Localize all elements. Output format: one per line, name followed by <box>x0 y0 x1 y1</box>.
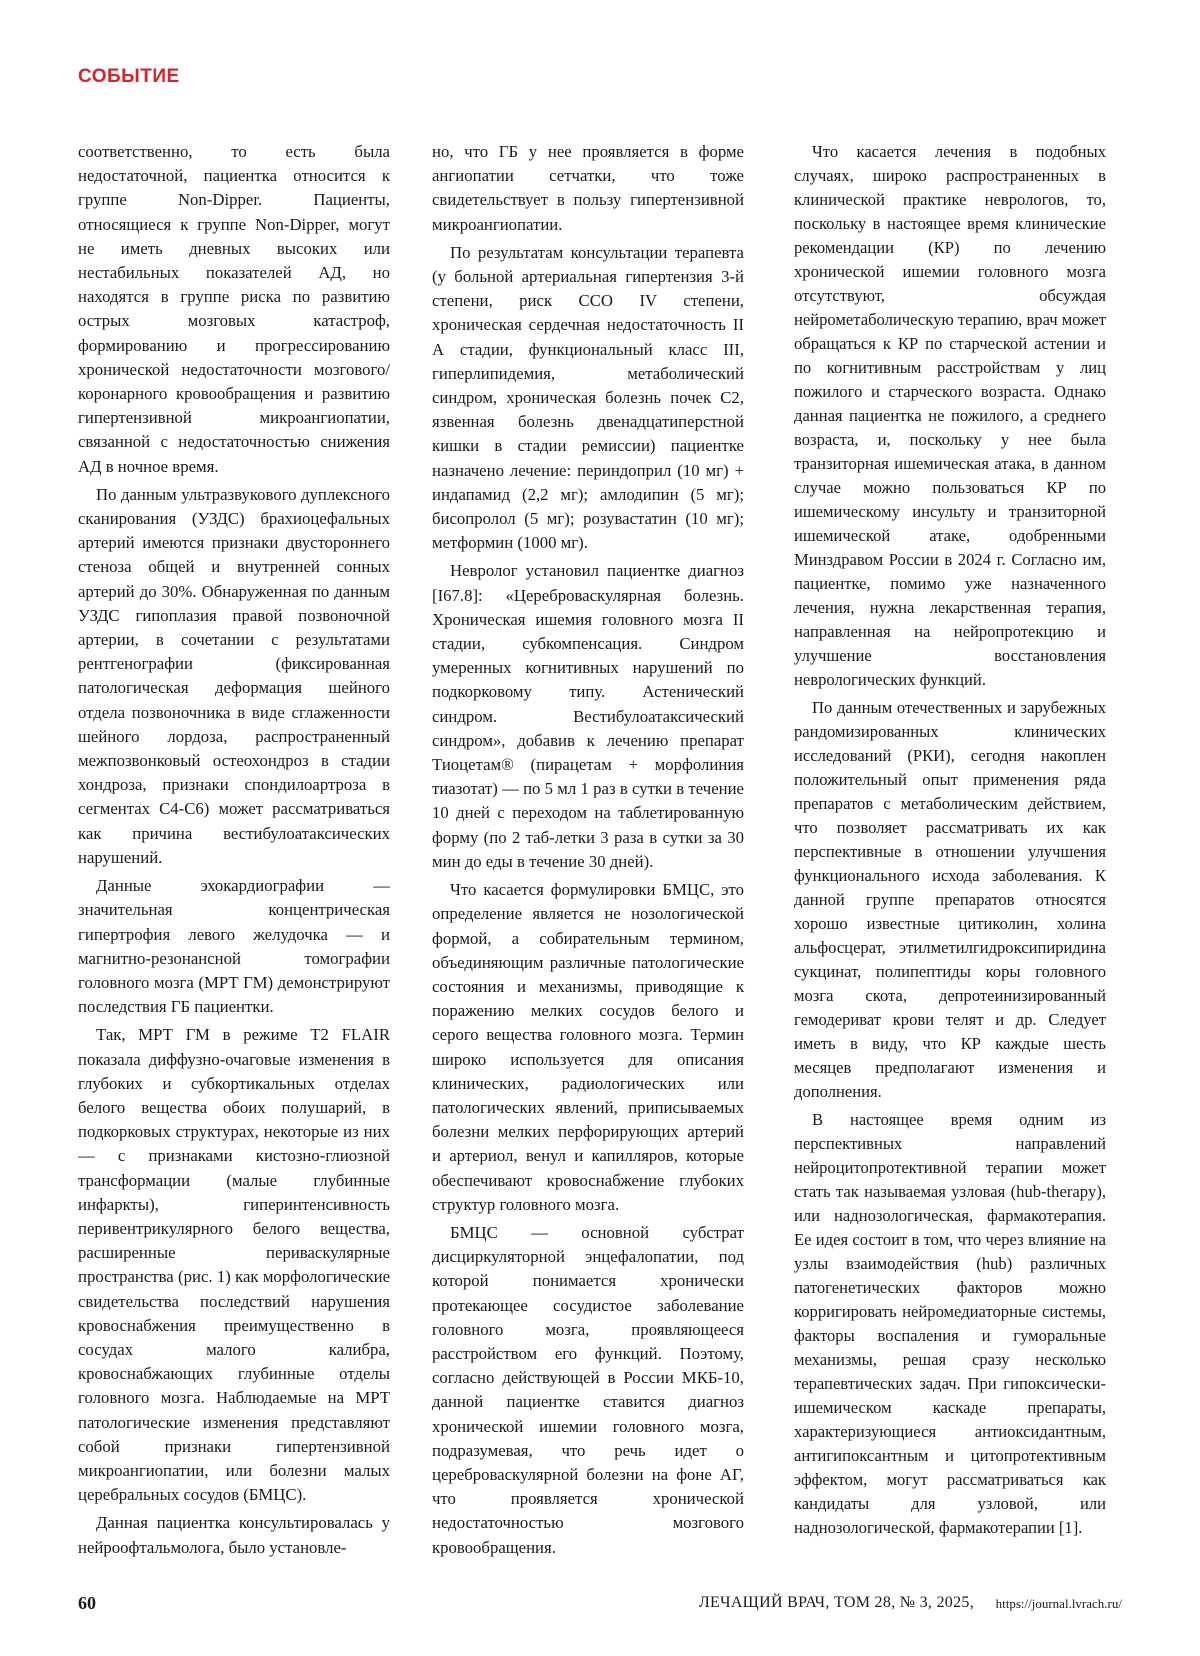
paragraph: Что касается формулировки БМЦС, это определение является не нозологической формой, а собирательным термином, объединяющим различные патологические состояния и механизмы, приводящие к поражению мелких сосудов белого и серого вещества головного мозга. Термин широко используется для описания клинических, радиологических или патологических явлений, приписываемых болезни мелких перфорирующих артерий и артериол, венул и капилляров, которые обеспечивают кровоснабжение глубоких структур головного мозга. <box>432 880 744 1214</box>
paragraph: Что касается лечения в подобных случаях, широко распространенных в клинической практике неврологов, то, поскольку в настоящее время клинические рекомендации (КР) по лечению хронической ишемии головного мозга отсутствуют, обсуждая нейрометаболическую терапию, врач может обращаться к КР по старческой астении и по когнитивным расстройствам у лиц пожилого и старческого возраста. Однако данная пациентка не пожилого, а среднего возраста, и, поскольку у нее была транзиторная ишемическая атака, в данном случае можно пользоваться КР по ишемическому инсульту и транзиторной ишемической атаке, одобренными Минздравом России в 2024 г. Согласно им, пациентке, помимо уже назначенного лечения, нужна лекарственная терапия, направленная на нейропротекцию и улучшение восстановления неврологических функций. <box>794 142 1107 689</box>
paragraph: По данным ультразвукового дуплексного сканирования (УЗДС) брахиоцефальных артерий имеются признаки двустороннего стеноза общей и внутренней сонных артерий до 30%. Обнаруженная по данным УЗДС гипоплазия правой позвоночной артерии, в сочетании с результатами рентгенографии (фиксированная патологическая деформация шейного отдела позвоночника в виде сглаженности шейного лордоза, распространенный межпозвонковый остеохондроз в стадии хондроза, признаки спондилоартроза в сегментах С4-С6) может рассматриваться как причина вестибулоатаксических нарушений. <box>78 484 390 867</box>
paragraph: Так, МРТ ГМ в режиме Т2 FLAIR показала диффузно-очаговые изменения в глубоких и субкортикальных отделах белого вещества обоих полушарий, в подкорковых структурах, некоторые из них — с признаками кистозно-глиозной трансформации (малые глубинные инфаркты), гиперинтенсивность перивентрикулярного белого вещества, расширенные периваскулярные пространства (рис. 1) как морфологические свидетельства последствий нарушения кровоснабжения преимущественно в сосудах малого калибра, кровоснабжающих глубинные отделы головного мозга. Наблюдаемые на МРТ патологические изменения представляют собой признаки гипертензивной микроангиопатии, или болезни малых церебральных сосудов (БМЦС). <box>78 1025 390 1505</box>
text-column-1 <box>78 140 390 1564</box>
paragraph: По результатам консультации терапевта (у больной артериальная гипертензия 3-й степени, риск ССО IV степени, хроническая сердечная недостаточность II А стадии, функциональный класс III, гиперлипидемия, метаболический синдром, хроническая болезнь почек С2, язвенная болезнь двенадцатиперстной кишки в стадии ремиссии) пациентке назначено лечение: периндоприл (10 мг) + индапамид (2,2 мг); амлодипин (5 мг); бисопролол (5 мг); розувастатин (10 мг); метформин (1000 мг). <box>432 242 744 553</box>
journal-url: https://journal.lvrach.ru/ <box>995 1596 1122 1611</box>
paragraph: По данным отечественных и зарубежных рандомизированных клинических исследований (РКИ), сегодня накоплен положительный опыт применения ряда препаратов с метаболическим действием, что позволяет рассматривать их как перспективные в отношении улучшения функционального исхода заболевания. К данной группе препаратов относятся хорошо известные цитиколин, холина альфосцерат, этилметилгидроксипиридина сукцинат, полипептиды коры головного мозга скота, депротеинизированный гемодериват крови телят и др. Следует иметь в виду, что КР каждые шесть месяцев предполагают изменения и дополнения. <box>794 698 1106 1101</box>
text-column-2 <box>432 140 744 1564</box>
text-column-3 <box>794 140 1106 1544</box>
page-number: 60 <box>78 1593 96 1613</box>
paragraph: Данные эхокардиографии — значительная концентрическая гипертрофия левого желудочка — и магнитно-резонансной томографии головного мозга (МРТ ГМ) демонстрируют последствия ГБ пациентки. <box>78 876 390 1017</box>
paragraph: В настоящее время одним из перспективных направлений нейроцитопротективной терапии может стать так называемая узловая (hub-therapy), или наднозологическая, фармакотерапия. Ее идея состоит в том, что через влияние на узлы взаимодействия (hub) различных патогенетических факторов можно корригировать нейромедиаторные системы, факторы воспаления и гуморальные механизмы, решая сразу несколько терапевтических задач. При гипоксически-ишемическом каскаде препараты, характеризующиеся антиоксидантным, антигипоксантным и цитопротективным эффектом, могут рассматриваться как кандидаты для узловой, или наднозологической, фармакотерапии [1]. <box>794 1110 1106 1537</box>
paragraph: но, что ГБ у нее проявляется в форме ангиопатии сетчатки, что тоже свидетельствует в пользу гипертензивной микроангиопатии. <box>432 142 744 234</box>
paragraph: соответственно, то есть была недостаточной, пациентка относится к группе Non-Dipper. Пациенты, относящиеся к группе Non-Dipper, могут не иметь дневных высоких или нестабильных показателей АД, но находятся в группе риска по развитию острых мозговых катастроф, формированию и прогрессированию хронической недостаточности мозгового/коронарного кровообращения и развитию гипертензивной микроангиопатии, связанной с недостаточностью снижения АД в ночное время. <box>78 142 390 476</box>
page-footer <box>78 1593 1122 1617</box>
paragraph: Данная пациентка консультировалась у нейроофтальмолога, было установле- <box>78 1513 390 1557</box>
journal-citation: ЛЕЧАЩИЙ ВРАЧ, ТОМ 28, № 3, 2025, <box>698 1594 974 1611</box>
paragraph: БМЦС — основной субстрат дисциркуляторной энцефалопатии, под которой понимается хронически протекающее сосудистое заболевание головного мозга, проявляющееся расстройством его функций. Поэтому, согласно действующей в России МКБ-10, данной пациентке ставится диагноз хронической ишемии головного мозга, подразумевая, что речь идет о цереброваскулярной болезни на фоне АГ, что проявляется хронической недостаточностью мозгового кровообращения. <box>432 1222 744 1557</box>
section-label: СОБЫТИЕ <box>78 66 180 87</box>
paragraph: Невролог установил пациентке диагноз [I67.8]: «Цереброваскулярная болезнь. Хроническая ишемия головного мозга II стадии, субкомпенсация. Синдром умеренных когнитивных нарушений по подкорковому типу. Астенический синдром. Вестибулоатаксический синдром», добавив к лечению препарат Тиоцетам® (пирацетам + морфолиния тиазотат) — по 5 мл 1 раз в сутки в течение 10 дней с переходом на таблетированную форму (по 2 таб-летки 3 раза в сутки за 30 мин до еды в течение 30 дней). <box>432 561 744 871</box>
